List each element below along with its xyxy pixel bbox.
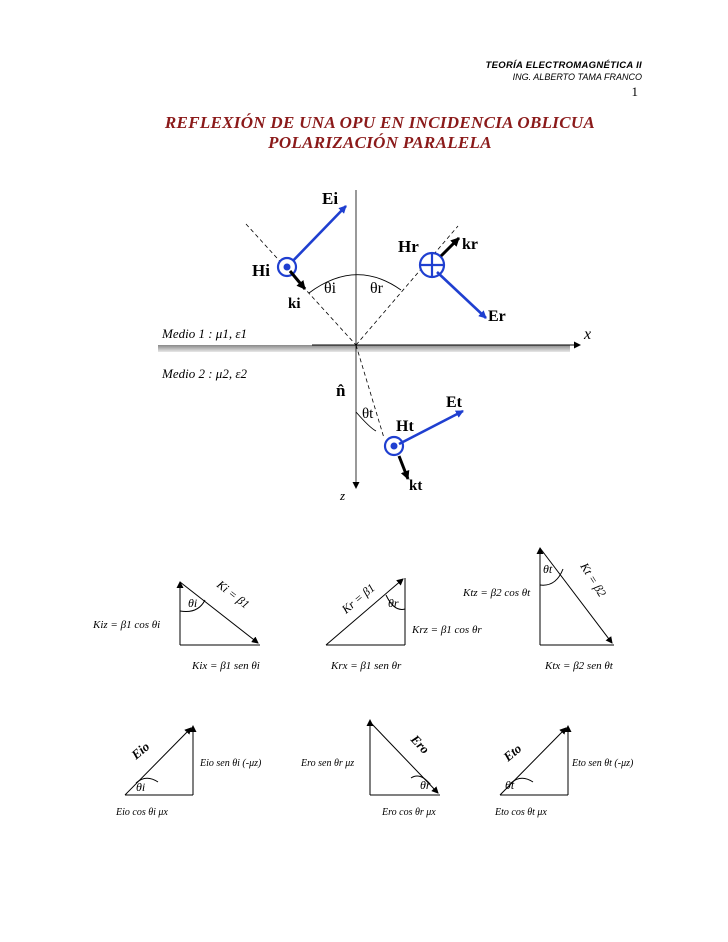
page-number: 1 [631, 84, 638, 99]
e-reflected-angle-label: θr [420, 778, 431, 792]
label-normal-vector: n̂ [336, 381, 346, 400]
label-x-axis: x [584, 326, 592, 343]
k-transmitted-angle-label: θt [543, 562, 553, 576]
e-incident-angle-label: θi [136, 780, 146, 794]
label-e-incident: Ei [322, 189, 339, 208]
label-medio-2: Medio 2 : μ2, ε2 [162, 366, 247, 381]
k-incident-angle-label: θi [188, 596, 198, 610]
label-h-reflected: Hr [398, 237, 419, 256]
k-incident-hyp-label: Ki = β1 [214, 577, 253, 612]
e-reflected-hyp-label: Ero [407, 731, 433, 757]
label-h-transmitted: Ht [396, 418, 414, 435]
label-k-incident: ki [288, 296, 301, 312]
k-transmitted-vertical-label: Ktz = β2 cos θt [463, 587, 531, 599]
k-incident-horizontal-label: Kix = β1 sen θi [192, 660, 260, 672]
k-incident-vector [290, 271, 305, 289]
label-e-reflected: Er [488, 308, 506, 325]
label-k-transmitted: kt [409, 478, 423, 494]
e-transmitted-angle-label: θt [505, 778, 515, 792]
k-reflected-hyp-label: Kr = β1 [338, 580, 378, 617]
k-reflected-vertical-label: Krz = β1 cos θr [412, 624, 482, 636]
header-author: ING. ALBERTO TAMA FRANCO [512, 72, 642, 82]
reflection-diagram [158, 189, 591, 503]
k-transmitted-vector [399, 456, 408, 479]
label-theta-i: θi [324, 280, 337, 297]
k-reflected-vector [441, 238, 459, 256]
e-reflected-vector [437, 272, 486, 318]
e-incident-vector [287, 206, 346, 267]
k-incident-vertical-label: Kiz = β1 cos θi [93, 619, 161, 631]
label-theta-r: θr [370, 280, 383, 297]
e-incident-vertical-label: Eio sen θi (-μz) [200, 758, 262, 769]
label-medio-1: Medio 1 : μ1, ε1 [162, 326, 247, 341]
header-course: TEORÍA ELECTROMAGNÉTICA II [485, 60, 642, 71]
theta-arc-incident-reflected [309, 275, 401, 293]
label-k-reflected: kr [462, 236, 478, 253]
label-theta-t: θt [362, 406, 374, 422]
label-e-transmitted: Et [446, 394, 462, 411]
page-subtitle: POLARIZACIÓN PARALELA [268, 133, 492, 152]
e-transmitted-vertical-label: Eto sen θt (-μz) [572, 758, 634, 769]
k-reflected-horizontal-label: Krx = β1 sen θr [331, 660, 402, 672]
k-reflected-angle-label: θr [388, 596, 399, 610]
e-transmitted-hyp-label: Eto [500, 740, 525, 765]
label-z-axis: z [340, 488, 346, 503]
e-reflected-horizontal-label: Ero cos θr μx [382, 807, 436, 818]
e-transmitted-horizontal-label: Eto cos θt μx [495, 807, 547, 818]
k-transmitted-hyp-label: Kt = β2 [577, 560, 610, 600]
e-incident-hyp-label: Eio [128, 738, 153, 763]
e-reflected-vertical-label: Ero sen θr μz [301, 758, 355, 769]
interface-surface [158, 345, 570, 352]
transmitted-ray [356, 345, 384, 438]
label-h-incident: Hi [252, 261, 270, 280]
page-title: REFLEXIÓN DE UNA OPU EN INCIDENCIA OBLICUA [164, 113, 596, 132]
e-incident-horizontal-label: Eio cos θi μx [116, 807, 168, 818]
k-transmitted-horizontal-label: Ktx = β2 sen θt [545, 660, 613, 672]
